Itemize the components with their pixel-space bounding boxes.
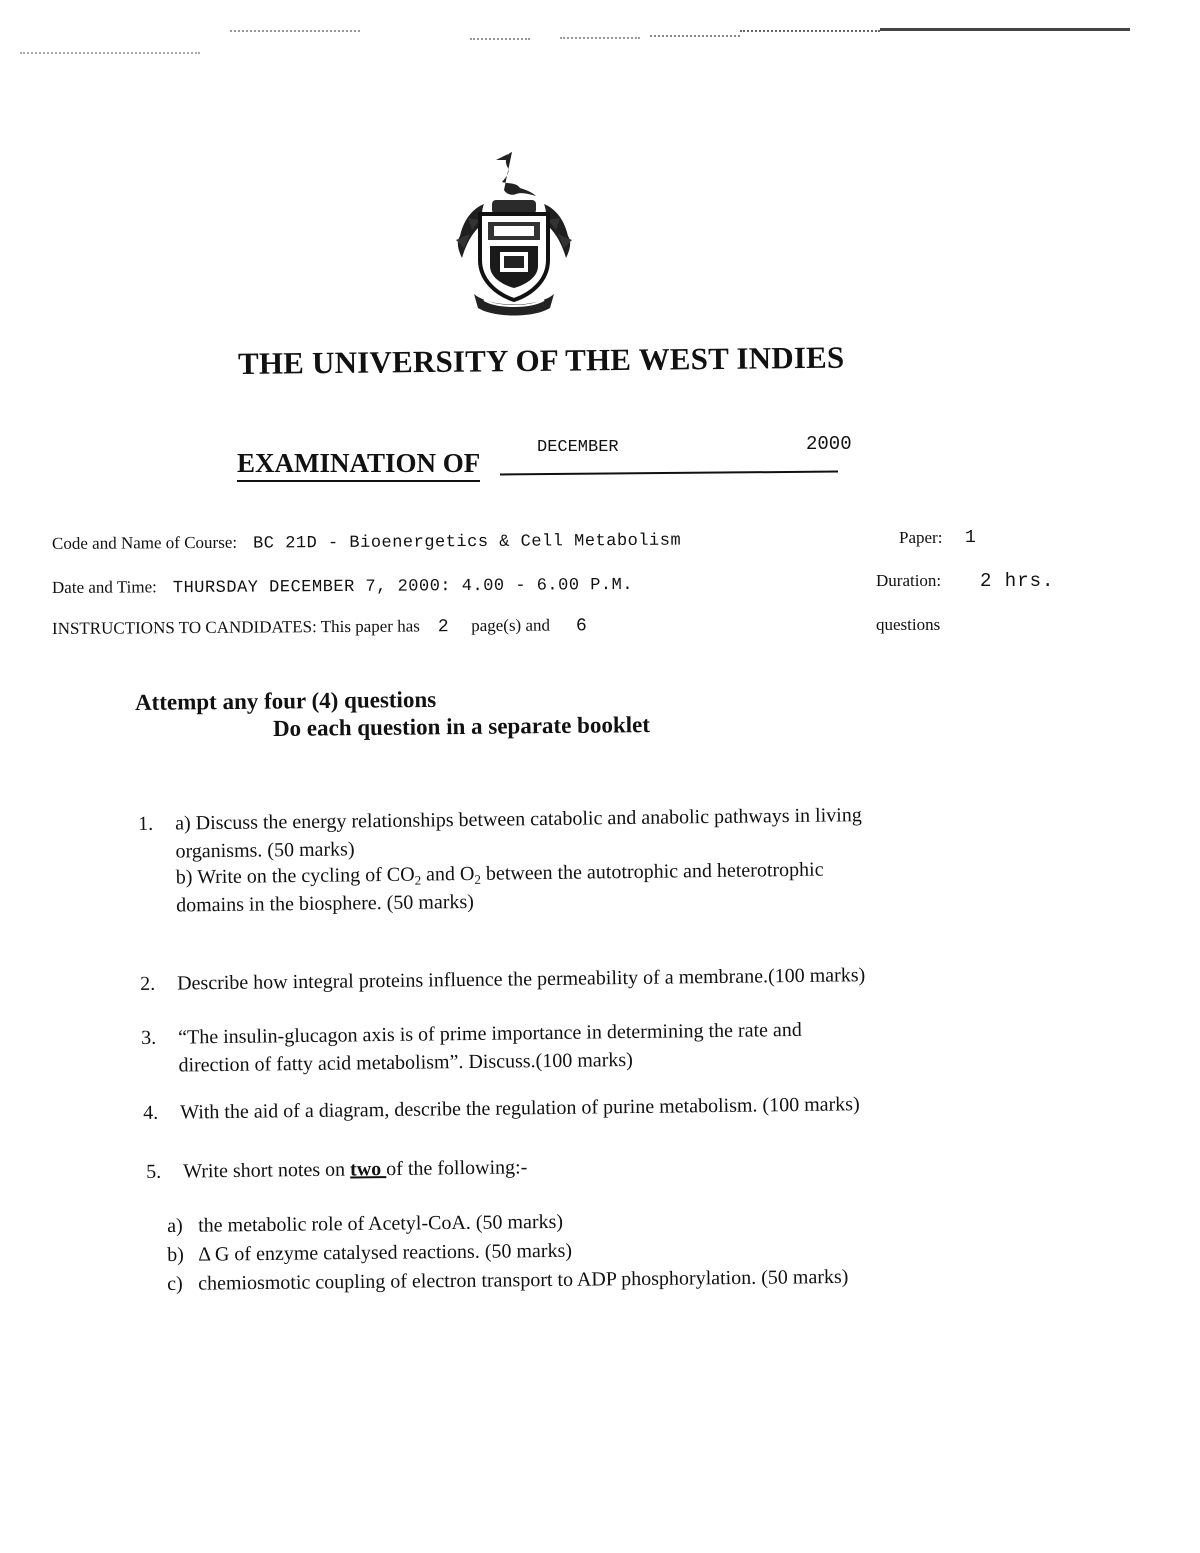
instructions-pages-label: page(s) and <box>471 615 551 636</box>
question-3-line1: “The insulin-glucagon axis is of prime importance in determining the rate and <box>178 1018 802 1049</box>
duration-label: Duration: <box>876 571 942 590</box>
question-1b-pre: b) Write on the cycling of CO <box>175 863 415 889</box>
question-1b-post: between the autotrophic and heterotrophic <box>480 858 824 885</box>
item-text: the metabolic role of Acetyl-CoA. (50 marks) <box>198 1210 564 1237</box>
question-1b-mid: and O <box>420 862 475 886</box>
university-crest-logo <box>450 148 578 320</box>
instructions-label: INSTRUCTIONS TO CANDIDATES: This paper has <box>51 616 420 638</box>
university-title: THE UNIVERSITY OF THE WEST INDIES <box>237 339 845 381</box>
question-number: 1. <box>138 812 154 835</box>
item-text: chemiosmotic coupling of electron transport to ADP phosphorylation. (50 marks) <box>198 1265 849 1295</box>
question-number: 3. <box>141 1026 157 1049</box>
question-1a-line1: a) Discuss the energy relationships between catabolic and anabolic pathways in living <box>175 804 862 835</box>
item-letter: b) <box>167 1243 184 1266</box>
question-5 <box>146 1147 1046 1190</box>
question-1 <box>138 799 1039 930</box>
attempt-heading: Attempt any four (4) questions <box>134 686 437 715</box>
item-letter: a) <box>167 1214 183 1237</box>
question-2 <box>140 959 1040 1002</box>
course-value: BC 21D - Bioenergetics & Cell Metabolism <box>253 531 682 554</box>
question-5-emphasis: two <box>349 1158 387 1181</box>
paper-label: Paper: <box>899 528 943 547</box>
question-3 <box>141 1013 1042 1084</box>
paper-value: 1 <box>965 528 976 548</box>
question-5-post: of the following:- <box>386 1156 528 1181</box>
item-text: Δ G of enzyme catalysed reactions. (50 marks) <box>198 1239 573 1266</box>
exam-month: DECEMBER <box>537 438 619 457</box>
questions-label: questions <box>876 615 941 634</box>
question-5-pre: Write short notes on <box>183 1158 351 1183</box>
o2-subscript: 2 <box>474 871 482 887</box>
question-5-text <box>183 1153 527 1185</box>
date-row <box>52 574 633 599</box>
separate-booklet-heading: Do each question in a separate booklet <box>272 712 651 741</box>
question-number: 5. <box>146 1160 162 1183</box>
instructions-pages: 2 <box>437 617 450 638</box>
item-letter: c) <box>167 1272 183 1295</box>
question-number: 2. <box>140 972 156 995</box>
course-row <box>52 530 681 555</box>
date-value: THURSDAY DECEMBER 7, 2000: 4.00 - 6.00 P.M. <box>172 575 634 599</box>
course-label: Code and Name of Course: <box>51 532 238 553</box>
co2-subscript: 2 <box>414 872 422 888</box>
duration-value: 2 hrs. <box>980 570 1055 592</box>
question-4-text: With the aid of a diagram, describe the regulation of purine metabolism. (100 marks) <box>180 1093 860 1124</box>
date-label: Date and Time: <box>51 577 157 597</box>
question-1b-line2: domains in the biosphere. (50 marks) <box>176 890 475 917</box>
exam-underline <box>500 471 838 476</box>
exam-year: 2000 <box>806 433 852 455</box>
question-3-line2: direction of fatty acid metabolism”. Discuss.(100 marks) <box>178 1048 633 1077</box>
question-4 <box>143 1088 1043 1131</box>
question-2-text: Describe how integral proteins influence the permeability of a membrane.(100 marks) <box>177 964 866 995</box>
instructions-row <box>52 615 587 640</box>
question-number: 4. <box>143 1101 159 1124</box>
instructions-questions: 6 <box>575 616 588 637</box>
exam-label: EXAMINATION OF <box>237 448 480 482</box>
question-1a-line2: organisms. (50 marks) <box>175 838 355 863</box>
